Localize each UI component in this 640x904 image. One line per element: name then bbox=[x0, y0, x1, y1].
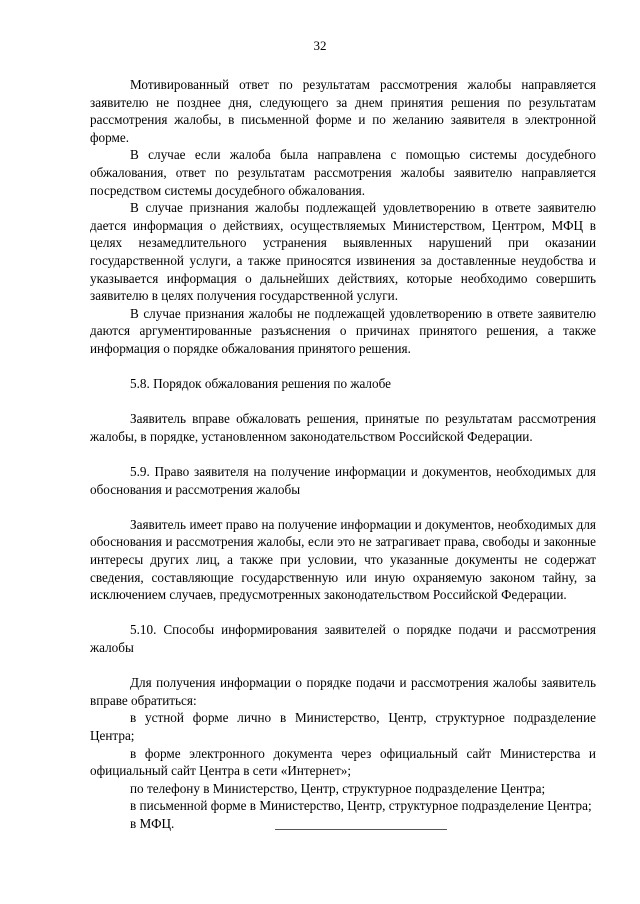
spacer bbox=[90, 657, 596, 675]
page-number: 32 bbox=[313, 38, 327, 53]
paragraph-complaint-satisfied: В случае признания жалобы подлежащей удовлетворению в ответе заявителю дается информация о действиях, осуществляемых Министерством, Центром, МФЦ в целях незамедлительного устранения выявленных нарушений при оказании государственной услуги, а также приносятся извинения за доставленные неудобства и указывается информация о дальнейших действиях, которые необходимо совершить заявителю в целях получения государственной услуги. bbox=[90, 200, 596, 304]
spacer bbox=[90, 393, 596, 411]
spacer bbox=[90, 445, 596, 463]
list-item-telephone: по телефону в Министерство, Центр, структурное подразделение Центра; bbox=[130, 780, 546, 796]
section-body-5-8: Заявитель вправе обжаловать решения, принятые по результатам рассмотрения жалобы, в порядке, установленном законодательством Российской Федерации. bbox=[90, 411, 596, 444]
section-heading-5-10: 5.10. Способы информирования заявителей о порядке подачи и рассмотрения жалобы bbox=[90, 622, 596, 655]
paragraph-reasoned-response: Мотивированный ответ по результатам рассмотрения жалобы направляется заявителю не позднее дня, следующего за днем принятия решения по результатам рассмотрения жалобы, в письменной форме и по желанию заявителя в электронной форме. bbox=[90, 77, 596, 145]
spacer bbox=[90, 358, 596, 376]
end-of-page-rule bbox=[275, 829, 447, 830]
section-intro-5-10: Для получения информации о порядке подачи и рассмотрения жалобы заявитель вправе обратиться: bbox=[90, 675, 596, 708]
section-heading-5-9: 5.9. Право заявителя на получение информации и документов, необходимых для обоснования и рассмотрения жалобы bbox=[90, 464, 596, 497]
paragraph-pretrial-system: В случае если жалоба была направлена с помощью системы досудебного обжалования, ответ по результатам рассмотрения жалобы заявителю направляется посредством системы досудебного обжалования. bbox=[90, 147, 596, 198]
spacer bbox=[90, 604, 596, 622]
list-item-written-form: в письменной форме в Министерство, Центр, структурное подразделение Центра; bbox=[130, 798, 592, 814]
section-body-5-9: Заявитель имеет право на получение информации и документов, необходимых для обоснования и рассмотрения жалобы, если это не затрагивает права, свободы и законные интересы других лиц, а также при условии, что указанные документы не содержат сведения, составляющие государственную или иную охраняемую законом тайну, за исключением случаев, предусмотренных законодательством Российской Федерации. bbox=[90, 516, 596, 603]
section-heading-5-8: 5.8. Порядок обжалования решения по жалобе bbox=[130, 376, 392, 392]
spacer bbox=[90, 498, 596, 516]
page-content bbox=[90, 76, 596, 833]
list-item-electronic-document: в форме электронного документа через официальный сайт Министерства и официальный сайт Центра в сети «Интернет»; bbox=[90, 745, 596, 779]
list-item-mfc: в МФЦ. bbox=[130, 815, 175, 831]
list-item-oral-contact: в устной форме лично в Министерство, Центр, структурное подразделение Центра; bbox=[90, 710, 596, 743]
paragraph-complaint-rejected: В случае признания жалобы не подлежащей удовлетворению в ответе заявителю даются аргументированные разъяснения о причинах принятого решения, а также информация о порядке обжалования принятого решения. bbox=[90, 305, 596, 356]
